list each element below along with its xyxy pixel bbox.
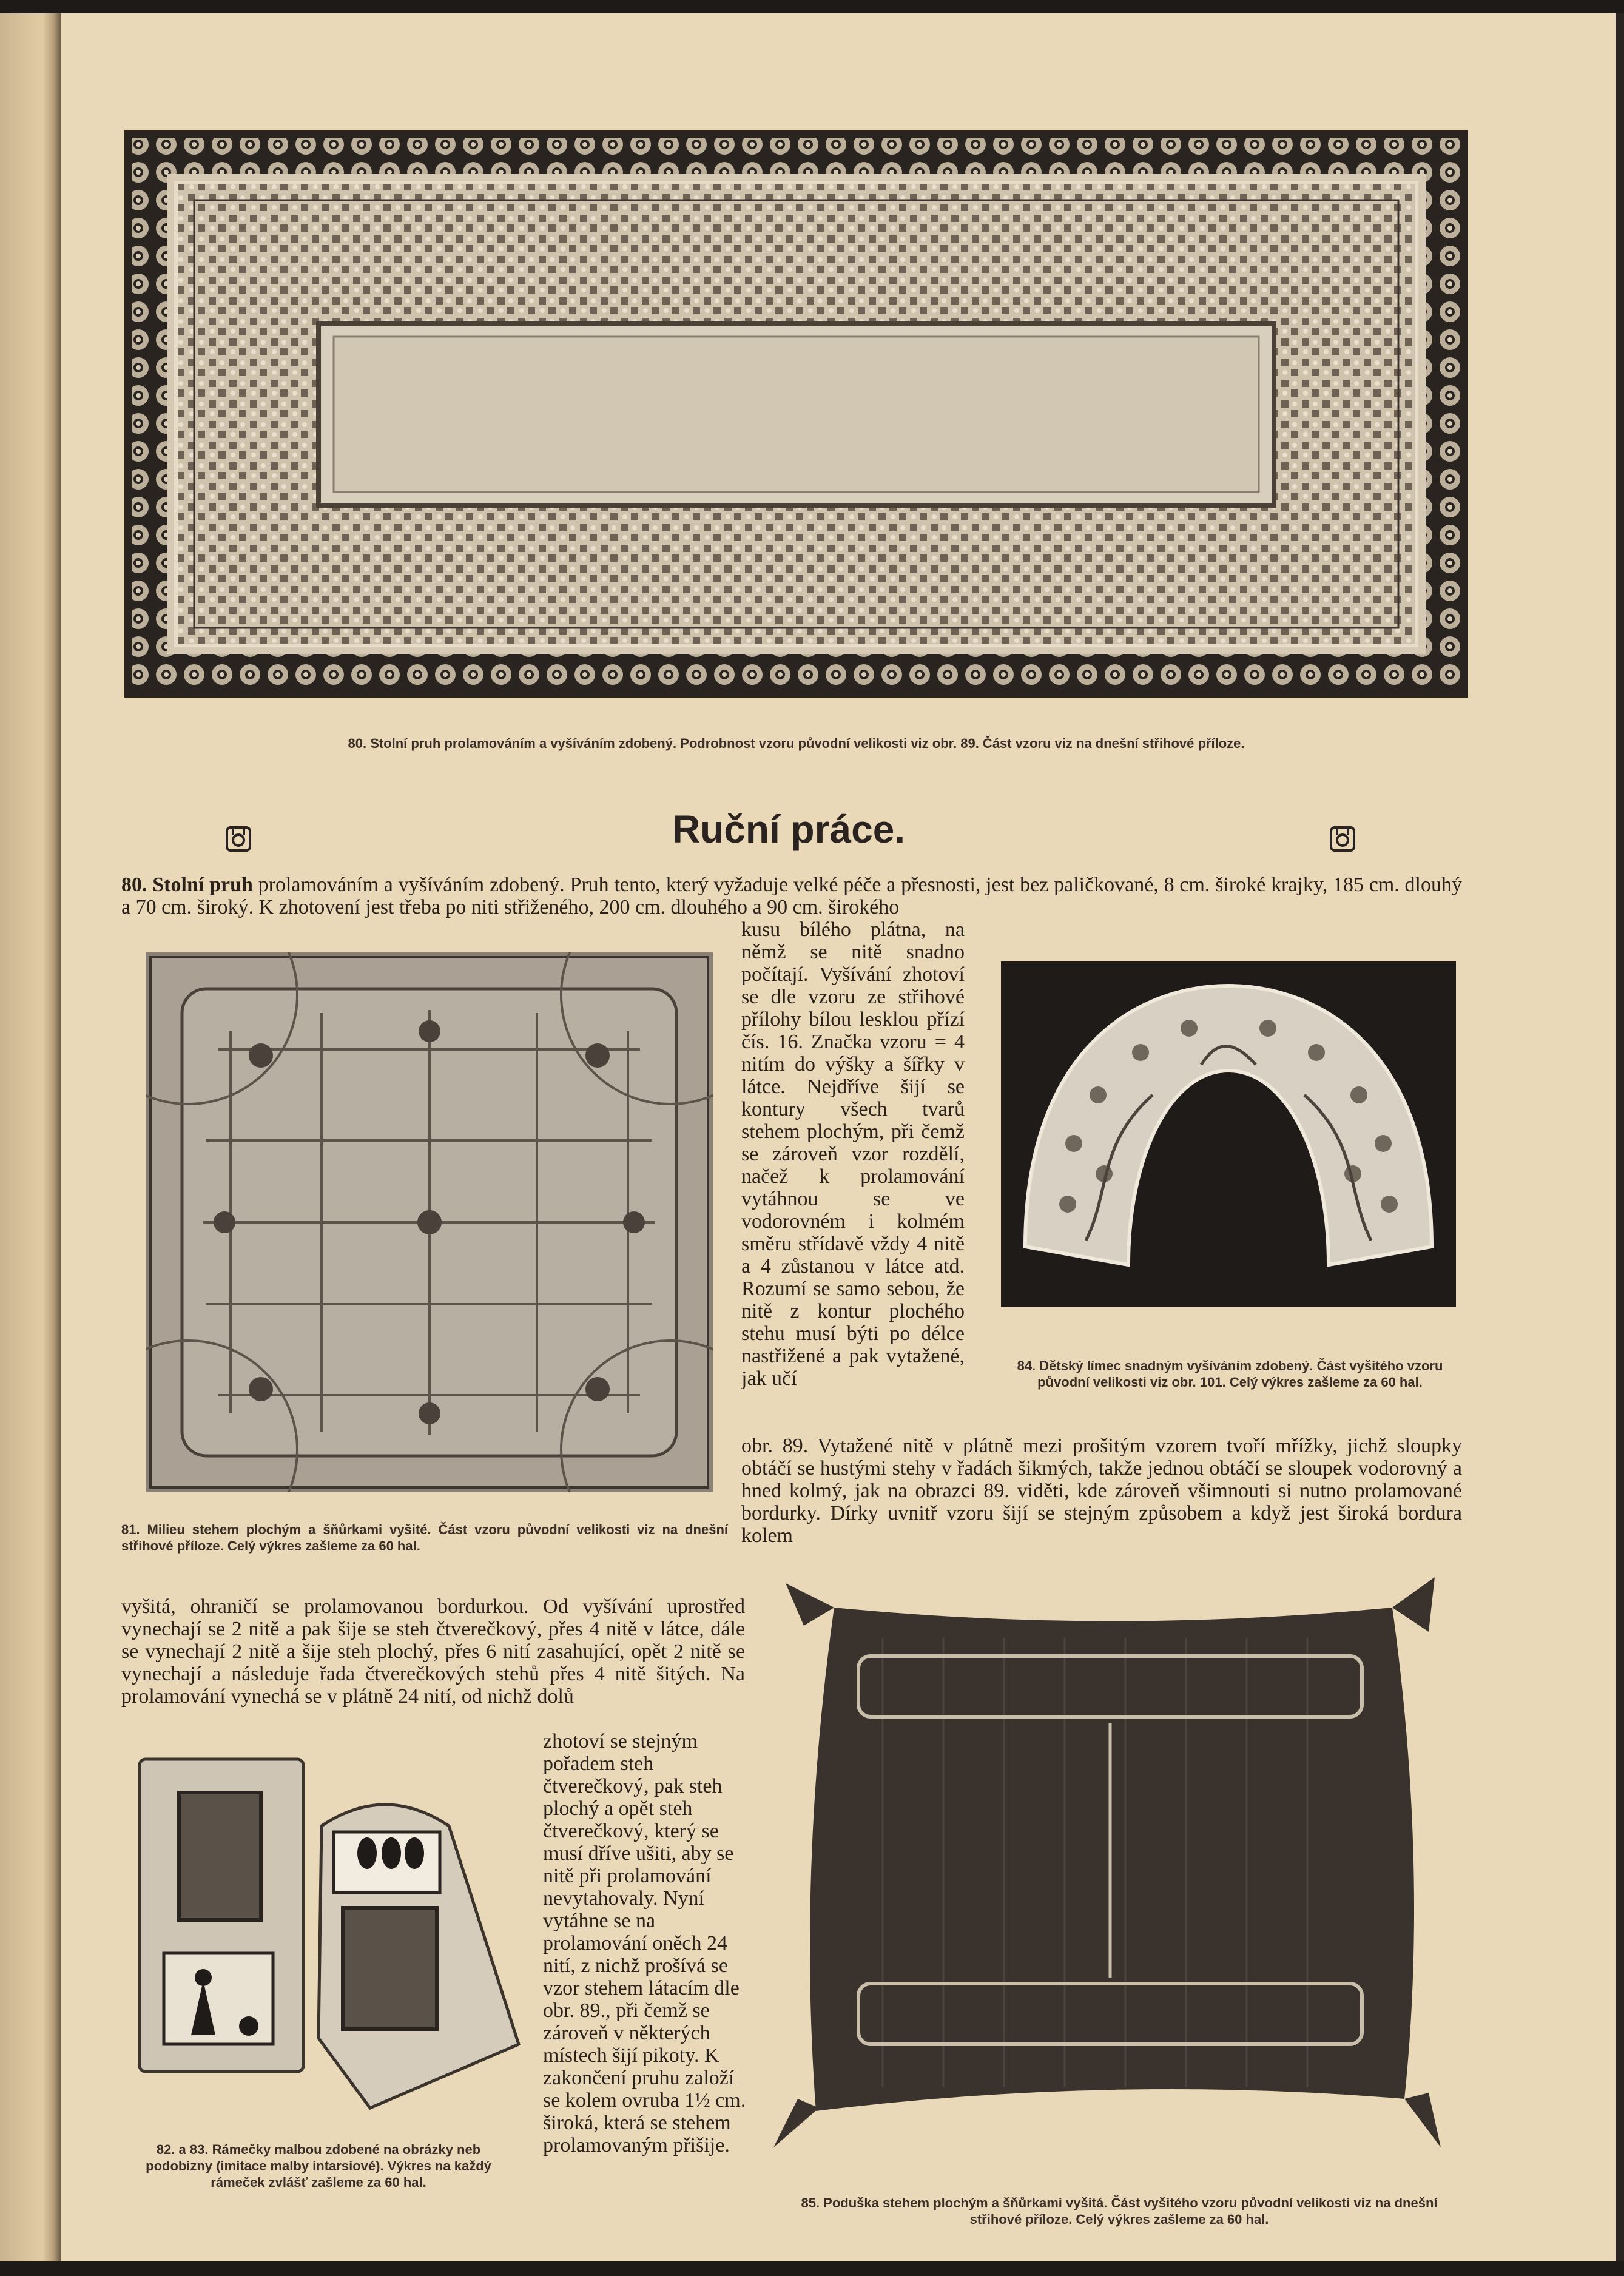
- embroidery-emblem-icon: [224, 825, 252, 853]
- figure-85-caption: 85. Poduška stehem plochým a šňůrkami vyšitá. Část vyšitého vzoru původní velikosti viz na dnešní střihové příloze. Celý výkres zašleme za 60 hal.: [801, 2195, 1438, 2227]
- figure-80-caption: 80. Stolní pruh prolamováním a vyšíváním zdobený. Podrobnost vzoru původní velikosti viz obr. 89. Část vzoru viz na dnešní střihové příloze.: [348, 736, 1245, 751]
- embroidery-emblem-icon: [1329, 825, 1356, 853]
- figure-81-milieu: [146, 952, 713, 1492]
- figure-82-83-frames: [136, 1756, 531, 2120]
- figure-85-cushion: [761, 1565, 1462, 2160]
- article-intro: [121, 874, 1462, 918]
- article-lead: 80. Stolní pruh: [121, 874, 253, 896]
- page-gutter: [0, 13, 61, 2261]
- bottom-dark-edge: [0, 2261, 1624, 2276]
- article-column-middle: kusu bílého plátna, na němž se nitě snadno počítají. Vyšívání zhotoví se dle vzoru ze střihové přílohy bílou lesklou přízí čís. 16. Značka vzoru = 4 nitím do výšky a šířky v látce. Nejdříve šijí se kontury všech tvarů stehem plochým, při čemž se zároveň vzor rozdělí, načež k prolamování vytáhnou se ve vodorovném i kolmém směru střídavě vždy 4 nitě a 4 zůstanou v látce atd. Rozumí se samo sebou, že nitě z kontur plochého stehu musí býti po délce nastřižené a pak vytažené, jak učí: [741, 918, 965, 1390]
- page-title: Ruční práce.: [672, 807, 906, 851]
- figure-81-caption: 81. Milieu stehem plochým a šňůrkami vyšité. Část vzoru původní velikosti viz na dnešní střihové příloze. Celý výkres zašleme za 60 hal.: [121, 1522, 728, 1554]
- article-column-left: vyšitá, ohraničí se prolamovanou bordurkou. Od vyšívání uprostřed vynechají se 2 nitě a pak šije se steh čtverečkový, přes 4 nitě v látce, dále se vynechají 2 nitě a šije steh plochý, přes 6 nití zasahující, opět 2 nitě se vynechají a následuje řada čtverečkových stehů přes 4 nitě šitých. Na prolamování vynechá se v plátně 24 nití, od nichž dolů: [121, 1595, 745, 1708]
- article-column-narrow: zhotoví se stejným pořadem steh čtverečkový, pak steh plochý a opět steh čtverečkový, který se musí dříve ušiti, aby se nitě při prolamování nevytahovaly. Nyní vytáhne se na prolamování oněch 24 nití, z nichž prošívá se vzor stehem látacím dle obr. 89., při čemž se zároveň v některých místech šijí pikoty. K zakončení pruhu založí se kolem ovruba 1½ cm. široká, která se stehem prolamovaným přišije.: [543, 1730, 746, 2156]
- article-column-right: obr. 89. Vytažené nitě v plátně mezi prošitým vzorem tvoří mřížky, jichž sloupky obtáčí se hustými stehy v řadách šikmých, takže jednou obtáčí se sloupek vodorovný a hned kolmý, jak na obrazci 89. viděti, kde zároveň všimnouti si nutno prolamované bordurky. Dírky uvnitř vzoru šijí se stejným způsobem a když jest široká bordura kolem: [741, 1435, 1462, 1547]
- top-dark-edge: [0, 0, 1624, 13]
- figure-84-collar: [1001, 961, 1456, 1307]
- figure-80-table-runner: [124, 130, 1468, 698]
- figure-82-83-caption: 82. a 83. Rámečky malbou zdobené na obrázky neb podobizny (imitace malby intarsiové). Výkres na každý rámeček zvlášť zašleme za 60 hal.: [146, 2142, 491, 2190]
- article-intro-text: prolamováním a vyšíváním zdobený. Pruh tento, který vyžaduje velké péče a přesnosti, jest bez paličkované, 8 cm. široké krajky, 185 cm. dlouhý a 70 cm. široký. K zhotovení jest třeba po niti střiženého, 200 cm. dlouhého a 90 cm. širokého: [121, 874, 1462, 918]
- right-dark-edge: [1616, 13, 1624, 2261]
- figure-84-caption: 84. Dětský límec snadným vyšíváním zdobený. Část vyšitého vzoru původní velikosti viz obr. 101. Celý výkres zašleme za 60 hal.: [1017, 1358, 1443, 1390]
